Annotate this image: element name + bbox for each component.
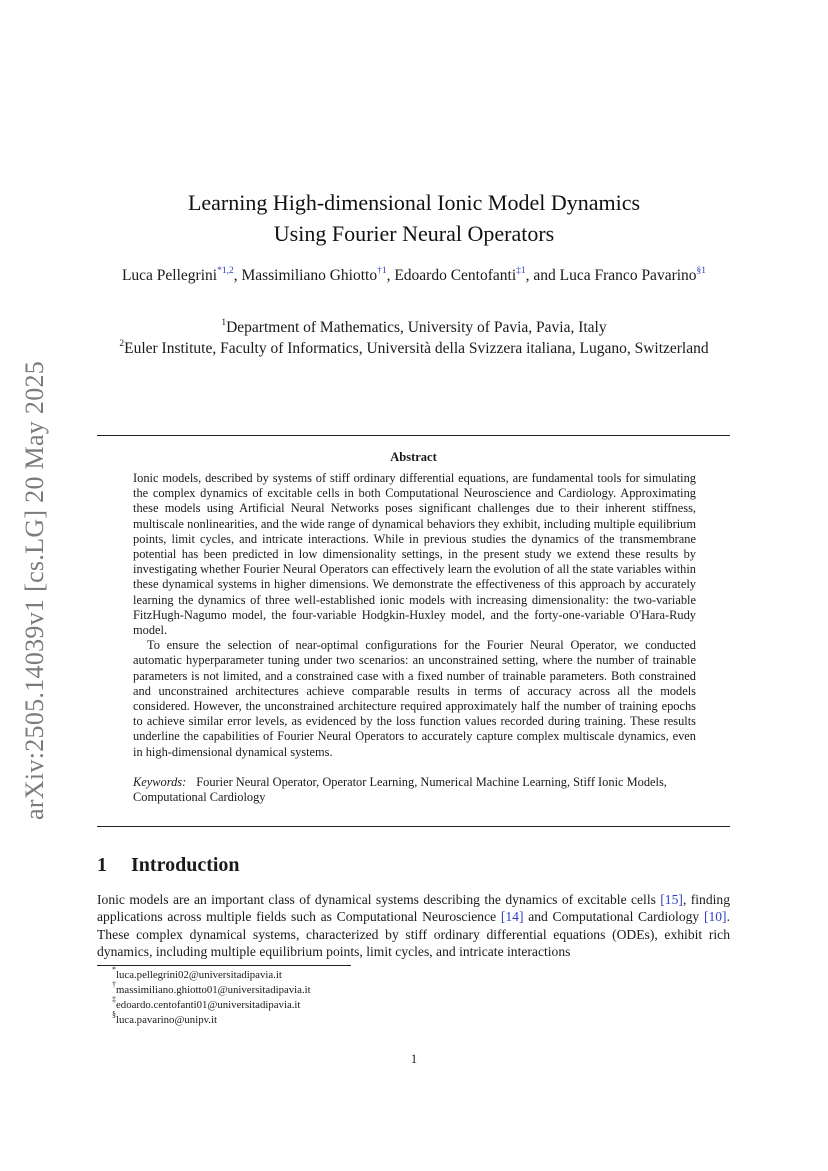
affiliation-text: Department of Mathematics, University of Pavia, Pavia, Italy <box>226 319 607 336</box>
author-mark[interactable]: §1 <box>696 265 707 276</box>
intro-text: , finding applications across multiple fields such as Computational Neuroscience <box>97 892 730 925</box>
section-heading <box>97 854 240 877</box>
footnote-mark: ‡ <box>112 995 116 1005</box>
abstract-paragraph: To ensure the selection of near-optimal configurations for the Fourier Neural Operator, we conducted automatic hyperparameter tuning under two scenarios: an unconstrained setting, where the number of trainable parameters is not limited, and a constrained case with a fixed number of trainable parameters. Both constrained and unconstrained architectures achieve comparable results in terms of accuracy across all the models considered. However, the unconstrained architecture required approximately half the number of training epochs to achieve similar error levels, as evidenced by the loss function values recorded during training. These results underline the capabilities of Fourier Neural Operators to accurately capture complex multiscale dynamics, even in high-dimensional dynamical systems. <box>133 638 696 759</box>
section-number: 1 <box>97 854 107 876</box>
arxiv-identifier: arXiv:2505.14039v1 [cs.LG] 20 May 2025 <box>20 360 49 820</box>
footnote-email[interactable]: luca.pellegrini02@universitadipavia.it <box>116 969 282 981</box>
section-title: Introduction <box>131 854 240 876</box>
intro-text: Ionic models are an important class of dynamical systems describing the dynamics of excitable cells <box>97 892 661 907</box>
abstract-paragraph: Ionic models, described by systems of stiff ordinary differential equations, are fundamental tools for simulating the complex dynamics of excitable cells in both Computational Neuroscience and Cardiology. Approximating these models using Artificial Neural Networks poses significant challenges due to their inherent stiffness, multiscale nonlinearities, and the wide range of dynamical behaviors they exhibit, including multiple equilibrium points, limit cycles, and intricate interactions. While in previous studies the dynamics of the transmembrane potential has been predicted in low dimensionality settings, in the present study we extend these results by investigating whether Fourier Neural Operators can effectively learn the evolution of all the state variables within these dynamical systems in higher dimensions. We demonstrate the effectiveness of this approach by accurately learning the dynamics of three well-established ionic models with increasing dimensionality: the two-variable FitzHugh-Nagumo model, the four-variable Hodgkin-Huxley model, and the forty-one-variable O'Hara-Rudy model. <box>133 471 697 638</box>
keywords-label: Keywords: <box>133 775 187 789</box>
citation-link[interactable]: [15] <box>660 892 683 907</box>
affiliation-text: Euler Institute, Faculty of Informatics, Università della Svizzera italiana, Lugano, Switzerland <box>124 340 709 357</box>
intro-text: . These complex dynamical systems, characterized by stiff ordinary differential equations (ODEs), exhibit rich dynamics, including multiple equilibrium points, limit cycles, and intricate interactions <box>97 909 730 960</box>
author-separator: , <box>233 267 242 284</box>
affiliation-number: 2 <box>119 338 125 349</box>
footnote-mark: § <box>112 1010 116 1020</box>
author-name: Luca Pellegrini <box>121 267 218 284</box>
abstract-body <box>133 471 696 760</box>
footnote <box>112 1010 311 1028</box>
page-number: 1 <box>410 1052 418 1066</box>
title-line-1: Learning High-dimensional Ionic Model Dynamics <box>187 190 641 215</box>
affiliation <box>100 338 728 359</box>
footnote <box>112 965 311 983</box>
intro-paragraph <box>97 891 730 961</box>
footnote <box>112 980 311 998</box>
author-mark[interactable]: †1 <box>377 265 387 276</box>
footnote-rule <box>97 965 351 966</box>
keywords-text: Fourier Neural Operator, Operator Learning, Numerical Machine Learning, Stiff Ionic Models, Computational Cardiology <box>133 775 667 805</box>
affiliation <box>100 317 728 338</box>
affiliation-number: 1 <box>221 317 227 328</box>
footnote <box>112 995 311 1013</box>
citation-link[interactable]: [10] <box>703 909 727 925</box>
citation-link[interactable]: [14] <box>500 909 524 925</box>
author-list <box>100 265 728 286</box>
paper-title <box>100 187 728 249</box>
footnote-mark: † <box>112 980 116 990</box>
intro-text: and Computational Cardiology <box>523 909 704 925</box>
footnote-mark: * <box>112 965 116 975</box>
author-mark[interactable]: *1,2 <box>217 265 234 276</box>
footnotes <box>112 965 311 1028</box>
abstract-heading: Abstract <box>390 450 437 464</box>
title-line-2: Using Fourier Neural Operators <box>273 221 555 246</box>
author-name: Edoardo Centofanti <box>394 267 517 284</box>
affiliations <box>100 317 728 359</box>
footnote-email[interactable]: massimiliano.ghiotto01@universitadipavia.it <box>116 984 311 996</box>
footnote-email[interactable]: luca.pavarino@unipv.it <box>116 1014 217 1026</box>
author-separator: , <box>386 267 395 284</box>
author-mark[interactable]: ‡1 <box>516 265 526 276</box>
author-separator: , and <box>525 267 560 284</box>
author-name: Massimiliano Ghiotto <box>241 267 378 284</box>
abstract-top-rule <box>97 435 730 436</box>
author-name: Luca Franco Pavarino <box>559 267 697 284</box>
footnote-email[interactable]: edoardo.centofanti01@universitadipavia.it <box>116 999 301 1011</box>
abstract-bottom-rule <box>97 826 730 827</box>
keywords <box>133 775 696 805</box>
